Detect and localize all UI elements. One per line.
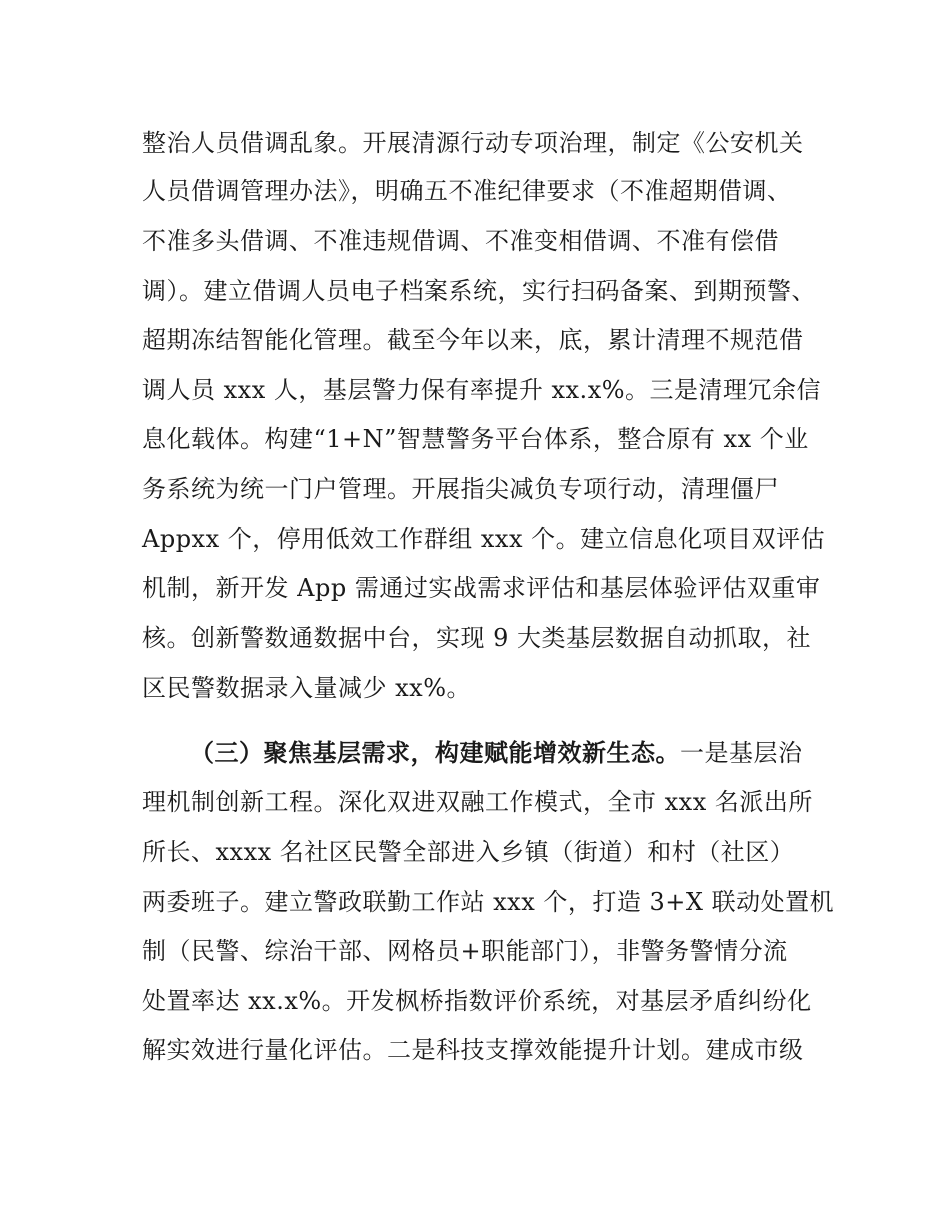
section-heading-line [190,738,803,768]
paragraph-line: 不准多头借调、不准违规借调、不准变相借调、不准有偿借 [142,227,779,255]
paragraph-line: 人员借调管理办法》，明确五不准纪律要求（不准超期借调、 [142,177,792,205]
paragraph-line: 处置率达 xx.x%。开发枫桥指数评价系统，对基层矛盾纠纷化 [142,987,812,1015]
paragraph-line: 息化载体。构建“1+N”智慧警务平台体系，整合原有 xx 个业 [142,425,809,453]
paragraph-line: 超期冻结智能化管理。截至今年以来，底，累计清理不规范借 [142,326,804,354]
paragraph-line: 解实效进行量化评估。二是科技支撑效能提升计划。建成市级 [142,1036,804,1064]
section-heading: （三）聚焦基层需求，构建赋能增效新生态。 [190,739,680,767]
paragraph-line: 理机制创新工程。深化双进双融工作模式，全市 xxx 名派出所 [142,788,813,816]
section-heading-tail: 一是基层治 [680,739,803,767]
paragraph-line: Appxx 个，停用低效工作群组 xxx 个。建立信息化项目双评估 [142,525,826,553]
paragraph-line: 所长、xxxx 名社区民警全部进入乡镇（街道）和村（社区） [142,838,795,866]
paragraph-line: 调）。建立借调人员电子档案系统，实行扫码备案、到期预警、 [142,277,816,305]
paragraph-line: 区民警数据录入量减少 xx%。 [142,674,472,702]
paragraph-line: 整治人员借调乱象。开展清源行动专项治理，制定《公安机关 [142,129,804,157]
paragraph-line: 调人员 xxx 人，基层警力保有率提升 xx.x%。三是清理冗余信 [142,376,822,404]
paragraph-line: 核。创新警数通数据中台，实现 9 大类基层数据自动抓取，社 [142,624,812,652]
paragraph-line: 两委班子。建立警政联勤工作站 xxx 个，打造 3+X 联动处置机 [142,888,835,916]
paragraph-line: 机制，新开发 App 需通过实战需求评估和基层体验评估双重审 [142,574,821,602]
paragraph-line: 制（民警、综治干部、网格员+职能部门），非警务警情分流 [142,937,788,965]
paragraph-line: 务系统为统一门户管理。开展指尖减负专项行动，清理僵尸 [142,475,779,503]
